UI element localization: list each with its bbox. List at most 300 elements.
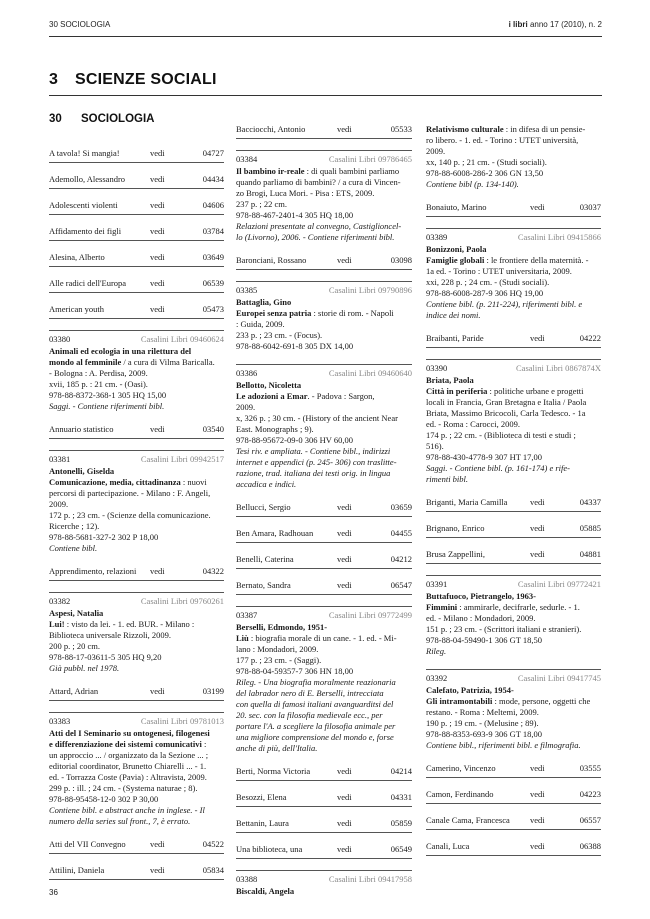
xref-name: Bettanin, Laura xyxy=(236,818,289,828)
xref-name: Alle radici dell'Europa xyxy=(49,278,127,288)
entry-line-text: Europei senza patria xyxy=(236,308,312,318)
xref-name: Briganti, Maria Camilla xyxy=(426,497,508,507)
entry-header xyxy=(426,669,601,684)
xref-vedi: vedi xyxy=(150,252,165,262)
xref-vedi: vedi xyxy=(337,766,352,776)
xref-name: Baronciani, Rossano xyxy=(236,255,307,265)
xref-name: Affidamento dei figli xyxy=(49,226,122,236)
entry-line xyxy=(426,430,601,441)
xref-name: Brignano, Enrico xyxy=(426,523,485,533)
xref-code: 04331 xyxy=(390,792,412,802)
entry-line xyxy=(49,357,224,368)
entry-line-text: East. Monographs ; 9). xyxy=(236,424,314,434)
xref-code: 03555 xyxy=(579,763,601,773)
xref-row xyxy=(49,686,224,701)
catalog-entry xyxy=(49,330,224,412)
xref-row xyxy=(426,549,601,564)
entry-author: Calefato, Patrizia, 1954- xyxy=(426,685,514,695)
xref-code: 06549 xyxy=(390,844,412,854)
xref-code: 06539 xyxy=(202,278,224,288)
entry-line-text: Atti del I Seminario su ontogenesi, filogenesi xyxy=(49,728,210,738)
entry-line xyxy=(236,232,412,243)
entry-line-text: razione, trad. italiana dei testi orig. in lingua xyxy=(236,468,391,478)
entry-line-tail: : xyxy=(201,739,207,749)
entry-line-text: numero della series sul front., 7, è errato. xyxy=(49,816,191,826)
catalog-entry xyxy=(236,364,412,490)
entry-line xyxy=(49,521,224,532)
xref-row xyxy=(49,865,224,880)
entry-author: Aspesi, Natalia xyxy=(49,608,104,618)
entry-line xyxy=(236,177,412,188)
xref-row xyxy=(49,200,224,215)
entry-line-text: Rileg. - Una biografia moralmente reazionaria xyxy=(236,677,396,687)
entry-line-text: 2009. xyxy=(426,146,446,156)
xref-vedi: vedi xyxy=(150,278,165,288)
catalog-entry xyxy=(49,592,224,674)
xref-name: Bellucci, Sergio xyxy=(236,502,291,512)
column-3 xyxy=(426,124,601,867)
entry-id: 03389 xyxy=(426,232,448,242)
xref-name: Canali, Luca xyxy=(426,841,470,851)
entry-line xyxy=(236,479,412,490)
entry-line-text: 978-88-6008-287-9 306 HQ 19,00 xyxy=(426,288,544,298)
entry-line xyxy=(49,630,224,641)
entry-line-text: Le adozioni a Emar xyxy=(236,391,308,401)
xref-name: Berti, Norma Victoria xyxy=(236,766,311,776)
xref-name: Bacciocchi, Antonio xyxy=(236,124,306,134)
entry-line xyxy=(426,729,601,740)
xref-code: 04522 xyxy=(202,839,224,849)
xref-vedi: vedi xyxy=(150,424,165,434)
entry-header xyxy=(426,228,601,243)
entry-line xyxy=(236,319,412,330)
entry-line-text: 190 p. ; 19 cm. - (Melusine ; 89). xyxy=(426,718,539,728)
xref-name: Attard, Adrian xyxy=(49,686,99,696)
entry-line-tail: : nuovi xyxy=(180,477,207,487)
running-header xyxy=(49,20,602,32)
entry-line xyxy=(236,732,412,743)
xref-name: Attilini, Daniela xyxy=(49,865,105,875)
entry-line xyxy=(426,452,601,463)
catalog-entry xyxy=(426,124,601,190)
entry-line xyxy=(426,441,601,452)
entry-line-text: con quella di famosi italiani avanguarditsi del xyxy=(236,699,394,709)
entry-id: 03381 xyxy=(49,454,71,464)
entry-line-text: un approccio ... / organizzato da la Sezione ... ; xyxy=(49,750,209,760)
entry-line-text: 978-88-467-2401-4 305 HQ 18,00 xyxy=(236,210,354,220)
xref-code: 03659 xyxy=(390,502,412,512)
entry-header xyxy=(49,712,224,727)
entry-line xyxy=(49,488,224,499)
xref-vedi: vedi xyxy=(530,333,545,343)
page-number: 36 xyxy=(49,888,58,897)
entry-line xyxy=(426,646,601,657)
xref-vedi: vedi xyxy=(530,763,545,773)
entry-line xyxy=(426,397,601,408)
xref-vedi: vedi xyxy=(337,792,352,802)
xref-code: 04322 xyxy=(202,566,224,576)
entry-line-text: portare l'A. a scegliere la filosofia animale per xyxy=(236,721,396,731)
entry-line xyxy=(49,805,224,816)
entry-id: 03382 xyxy=(49,596,71,606)
xref-row xyxy=(236,792,412,807)
xref-code: 04337 xyxy=(579,497,601,507)
entry-header xyxy=(236,364,412,379)
entry-id: 03385 xyxy=(236,285,258,295)
xref-code: 05859 xyxy=(390,818,412,828)
section-number: 3 xyxy=(49,71,59,88)
entry-line-text: quando parliamo di bambini? / a cura di Vincen- xyxy=(236,177,401,187)
entry-line xyxy=(49,543,224,554)
subsection-title: SOCIOLOGIA xyxy=(81,113,155,125)
entry-line-text: del labrador nero di E. Berselli, intrecciata xyxy=(236,688,384,698)
entry-author: Bonizzoni, Paola xyxy=(426,244,487,254)
entry-line-text: 978-88-6008-286-2 306 GN 13,50 xyxy=(426,168,544,178)
entry-line-text: Briata, Massimo Bricocoli, Carla Tedesco. - 1a xyxy=(426,408,586,418)
entry-line-text: Famiglie globali xyxy=(426,255,485,265)
catalog-entry xyxy=(236,606,412,754)
catalog-entry xyxy=(49,450,224,554)
entry-line xyxy=(49,816,224,827)
entry-line-text: e differenziazione dei sistemi comunicativi xyxy=(49,739,202,749)
entry-line-text: Contiene bibl. e abstract anche in inglese. - Il xyxy=(49,805,205,815)
entry-line xyxy=(49,783,224,794)
entry-line xyxy=(236,199,412,210)
entry-line xyxy=(426,135,601,146)
entry-line xyxy=(426,707,601,718)
entry-line xyxy=(49,379,224,390)
catalog-entry xyxy=(49,712,224,827)
subsection-heading xyxy=(49,113,154,125)
entry-line-text: mondo al femminile xyxy=(49,357,122,367)
xref-vedi: vedi xyxy=(150,566,165,576)
entry-id: 03380 xyxy=(49,334,71,344)
xref-name: Annuario statistico xyxy=(49,424,114,434)
entry-line xyxy=(236,743,412,754)
entry-id: 03383 xyxy=(49,716,71,726)
entry-line xyxy=(426,408,601,419)
entry-author: Bellotto, Nicoletta xyxy=(236,380,302,390)
entry-line xyxy=(236,688,412,699)
entry-line xyxy=(426,696,601,707)
xref-row xyxy=(49,304,224,319)
entry-line-text: ed. - Milano : Mondadori, 2009. xyxy=(426,613,536,623)
entry-line-text: 978-88-8353-693-9 306 GT 18,00 xyxy=(426,729,542,739)
xref-row xyxy=(49,226,224,241)
entry-author: Buttafuoco, Pietrangelo, 1963- xyxy=(426,591,537,601)
entry-header xyxy=(49,330,224,345)
entry-line-text: accadica e indici. xyxy=(236,479,297,489)
xref-row xyxy=(236,255,412,270)
entry-line-text: indice dei nomi. xyxy=(426,310,481,320)
entry-line-text: lo (Livorno), 2006. - Contiene riferimenti bibl. xyxy=(236,232,395,242)
entry-line-text: 299 p. : ill. ; 24 cm. - (Systema naturae ; 8). xyxy=(49,783,198,793)
xref-name: Alesina, Alberto xyxy=(49,252,105,262)
xref-row xyxy=(426,202,601,217)
xref-vedi: vedi xyxy=(337,580,352,590)
xref-code: 04881 xyxy=(579,549,601,559)
entry-header xyxy=(236,606,412,621)
xref-vedi: vedi xyxy=(337,844,352,854)
entry-line-text: locali in Francia, Gran Bretagna e Italia / Paola xyxy=(426,397,587,407)
xref-row xyxy=(426,523,601,538)
xref-row xyxy=(236,528,412,543)
entry-line xyxy=(426,157,601,168)
xref-row xyxy=(426,789,601,804)
entry-source: Casalini Libri 09417958 xyxy=(328,874,412,884)
entry-line-text: restano. - Roma : Meltemi, 2009. xyxy=(426,707,539,717)
entry-line-text: una migliore comprensione del mondo e, forse xyxy=(236,732,394,742)
catalog-entry xyxy=(236,870,412,897)
catalog-entry xyxy=(236,150,412,243)
entry-line xyxy=(426,718,601,729)
entry-line-text: Saggi. - Contiene riferimenti bibl. xyxy=(49,401,165,411)
entry-line xyxy=(49,750,224,761)
entry-line xyxy=(49,619,224,630)
entry-id: 03392 xyxy=(426,673,448,683)
entry-line-text: 20. sec. con la filosofia medievale ecc., per xyxy=(236,710,383,720)
xref-vedi: vedi xyxy=(150,174,165,184)
entry-line xyxy=(426,168,601,179)
xref-row xyxy=(49,424,224,439)
entry-line-text: Relativismo culturale xyxy=(426,124,504,134)
entry-line-tail: : politiche urbane e progetti xyxy=(487,386,584,396)
entry-line xyxy=(49,401,224,412)
xref-name: Canale Cama, Francesca xyxy=(426,815,510,825)
entry-line xyxy=(49,477,224,488)
xref-name: Bernato, Sandra xyxy=(236,580,291,590)
entry-line xyxy=(426,740,601,751)
xref-vedi: vedi xyxy=(150,200,165,210)
entry-line-text: 172 p. ; 23 cm. - (Scienze della comunicazione. xyxy=(49,510,211,520)
entry-author: Berselli, Edmondo, 1951- xyxy=(236,622,328,632)
entry-author: Biscaldi, Angela xyxy=(236,886,295,896)
entry-line xyxy=(426,288,601,299)
catalog-entry xyxy=(426,575,601,657)
xref-row xyxy=(49,278,224,293)
xref-vedi: vedi xyxy=(150,148,165,158)
entry-line xyxy=(236,391,412,402)
entry-line-text: 978-88-95458-12-0 302 P 30,00 xyxy=(49,794,159,804)
xref-vedi: vedi xyxy=(337,124,352,134)
journal-issue: anno 17 (2010), n. 2 xyxy=(527,20,602,29)
entry-line-text: Biblioteca universale Rizzoli, 2009. xyxy=(49,630,172,640)
xref-name: Camon, Ferdinando xyxy=(426,789,494,799)
entry-line-text: 978-88-04-59490-1 306 GT 18,50 xyxy=(426,635,542,645)
entry-author: Antonelli, Giselda xyxy=(49,466,115,476)
entry-line-text: 1a ed. - Torino : UTET universitaria, 2009. xyxy=(426,266,572,276)
xref-code: 05834 xyxy=(202,865,224,875)
xref-code: 04223 xyxy=(579,789,601,799)
xref-code: 03199 xyxy=(202,686,224,696)
entry-line xyxy=(236,633,412,644)
entry-line-text: : Guida, 2009. xyxy=(236,319,285,329)
entry-line-tail: : visto da lei. - 1. ed. BUR. - Milano : xyxy=(64,619,195,629)
entry-line xyxy=(236,710,412,721)
xref-name: Atti del VII Convegno xyxy=(49,839,126,849)
entry-line-text: ed. - Roma : Carocci, 2009. xyxy=(426,419,520,429)
catalog-entry xyxy=(236,281,412,352)
entry-line-text: Animali ed ecologia in una rilettura del xyxy=(49,346,192,356)
entry-line-text: internet e appendici (p. 245- 306) con traslitte- xyxy=(236,457,397,467)
column-1 xyxy=(49,148,224,891)
entry-header xyxy=(49,592,224,607)
entry-line-text: xvii, 185 p. : 21 cm. - (Oasi). xyxy=(49,379,148,389)
entry-source: Casalini Libri 09460640 xyxy=(328,368,412,378)
entry-line xyxy=(426,299,601,310)
entry-line-text: Rileg. xyxy=(426,646,447,656)
xref-vedi: vedi xyxy=(150,304,165,314)
entry-source: Casalini Libri 09781013 xyxy=(140,716,224,726)
subsection-number: 30 xyxy=(49,113,62,125)
entry-line xyxy=(49,499,224,510)
entry-line xyxy=(426,419,601,430)
entry-line xyxy=(236,402,412,413)
entry-line-text: percorsi di partecipazione. - Milano : F. Angeli, xyxy=(49,488,211,498)
running-header-section: 30 SOCIOLOGIA xyxy=(49,20,111,29)
entry-line xyxy=(426,602,601,613)
xref-row xyxy=(49,839,224,854)
xref-row xyxy=(236,502,412,517)
entry-line xyxy=(426,463,601,474)
entry-line-tail: : mode, persone, oggetti che xyxy=(492,696,591,706)
entry-header xyxy=(426,359,601,374)
entry-line xyxy=(426,277,601,288)
entry-line-text: 237 p. ; 22 cm. xyxy=(236,199,287,209)
entry-author: Briata, Paola xyxy=(426,375,474,385)
entry-line xyxy=(49,532,224,543)
entry-line xyxy=(236,721,412,732)
entry-line xyxy=(49,728,224,739)
entry-author: Battaglia, Gino xyxy=(236,297,292,307)
xref-name: Adolescenti violenti xyxy=(49,200,118,210)
xref-code: 06557 xyxy=(579,815,601,825)
entry-line-text: Già pubbl. nel 1978. xyxy=(49,663,120,673)
entry-line xyxy=(49,761,224,772)
xref-code: 04434 xyxy=(202,174,224,184)
xref-row xyxy=(49,252,224,267)
xref-vedi: vedi xyxy=(530,523,545,533)
entry-line-text: zo Brogi, Luca Mori. - Pisa : ETS, 2009. xyxy=(236,188,375,198)
journal-title: i libri xyxy=(508,20,528,29)
entry-line-tail: : biografia morale di un cane. - 1. ed. - Mi- xyxy=(248,633,397,643)
entry-source: Casalini Libri 09772421 xyxy=(517,579,601,589)
xref-row xyxy=(49,566,224,581)
entry-source: Casalini Libri 09417745 xyxy=(517,673,601,683)
entry-line-text: Ricerche ; 12). xyxy=(49,521,100,531)
entry-line xyxy=(426,255,601,266)
entry-line xyxy=(236,188,412,199)
xref-vedi: vedi xyxy=(530,202,545,212)
entry-line-text: ed. - Torrazza Coste (Pavia) : Altravista, 2009. xyxy=(49,772,207,782)
entry-line-text: Contiene bibl., riferimenti bibl. e filmografia. xyxy=(426,740,581,750)
entry-line-text: rimenti bibl. xyxy=(426,474,469,484)
entry-id: 03384 xyxy=(236,154,258,164)
entry-line xyxy=(49,641,224,652)
xref-name: Apprendimento, relazioni xyxy=(49,566,137,576)
xref-name: Camerino, Vincenzo xyxy=(426,763,496,773)
xref-vedi: vedi xyxy=(530,789,545,799)
entry-id: 03390 xyxy=(426,363,448,373)
xref-name: Brusa Zappellini, xyxy=(426,549,486,559)
xref-row xyxy=(236,818,412,833)
xref-row xyxy=(236,554,412,569)
entry-line xyxy=(236,210,412,221)
entry-line-text: xx, 140 p. ; 21 cm. - (Studi sociali). xyxy=(426,157,547,167)
entry-header xyxy=(426,575,601,590)
entry-line xyxy=(236,341,412,352)
entry-line-text: 2009. xyxy=(49,499,69,509)
entry-line xyxy=(49,772,224,783)
entry-line-text: 978-88-5681-327-2 302 P 18,00 xyxy=(49,532,159,542)
xref-code: 06547 xyxy=(390,580,412,590)
entry-line xyxy=(49,794,224,805)
entry-line-text: Lui! xyxy=(49,619,65,629)
entry-line-text: 2009. xyxy=(236,402,256,412)
entry-line-text: Tesi riv. e ampliata. - Contiene bibl., indirizzi xyxy=(236,446,391,456)
entry-id: 03388 xyxy=(236,874,258,884)
entry-line-text: xxi, 228 p. ; 24 cm. - (Studi sociali). xyxy=(426,277,550,287)
entry-source: Casalini Libri 09415866 xyxy=(517,232,601,242)
entry-line xyxy=(49,510,224,521)
xref-vedi: vedi xyxy=(150,865,165,875)
entry-line xyxy=(236,655,412,666)
entry-line-text: 233 p. ; 23 cm. - (Focus). xyxy=(236,330,323,340)
xref-code: 05473 xyxy=(202,304,224,314)
xref-name: Braibanti, Paride xyxy=(426,333,484,343)
running-header-journal xyxy=(509,20,602,29)
catalog-entry xyxy=(426,359,601,485)
xref-code: 06388 xyxy=(579,841,601,851)
xref-code: 04222 xyxy=(579,333,601,343)
entry-line xyxy=(426,635,601,646)
entry-line xyxy=(236,424,412,435)
entry-line xyxy=(49,739,224,750)
entry-line-text: Contiene bibl (p. 134-140). xyxy=(426,179,519,189)
entry-line xyxy=(236,468,412,479)
entry-line xyxy=(426,179,601,190)
entry-line xyxy=(426,613,601,624)
entry-id: 03391 xyxy=(426,579,448,589)
entry-line-tail: / a cura di Vilma Baricalla. xyxy=(121,357,215,367)
entry-line-text: Relazioni presentate al convegno, Castiglioncel- xyxy=(236,221,402,231)
xref-code: 03784 xyxy=(202,226,224,236)
xref-code: 04214 xyxy=(390,766,412,776)
entry-source: Casalini Libri 09786465 xyxy=(328,154,412,164)
entry-line xyxy=(49,368,224,379)
entry-line-tail: . - Padova : Sargon, xyxy=(307,391,375,401)
entry-line-text: Comunicazione, media, cittadinanza xyxy=(49,477,181,487)
entry-source: Casalini Libri 09790896 xyxy=(328,285,412,295)
entry-line xyxy=(236,413,412,424)
entry-line-text: 174 p. ; 22 cm. - (Biblioteca di testi e studi ; xyxy=(426,430,576,440)
entry-line-text: 978-88-6042-691-8 305 DX 14,00 xyxy=(236,341,354,351)
entry-line-text: 978-88-430-4778-9 307 HT 17,00 xyxy=(426,452,542,462)
entry-line-tail: : storie di rom. - Napoli xyxy=(311,308,394,318)
xref-vedi: vedi xyxy=(337,818,352,828)
entry-line xyxy=(426,386,601,397)
entry-line-text: 978-88-04-59357-7 306 HN 18,00 xyxy=(236,666,354,676)
entry-line-text: Il bambino ir-reale xyxy=(236,166,305,176)
xref-row xyxy=(236,844,412,859)
entry-line-text: Liù xyxy=(236,633,249,643)
entry-line-tail: : ammirarle, decifrarle, sedurle. - 1. xyxy=(457,602,580,612)
entry-line-tail: : di quali bambini parliamo xyxy=(304,166,400,176)
xref-code: 05533 xyxy=(390,124,412,134)
entry-source: Casalini Libri 09760261 xyxy=(140,596,224,606)
xref-row xyxy=(426,815,601,830)
xref-code: 04455 xyxy=(390,528,412,538)
